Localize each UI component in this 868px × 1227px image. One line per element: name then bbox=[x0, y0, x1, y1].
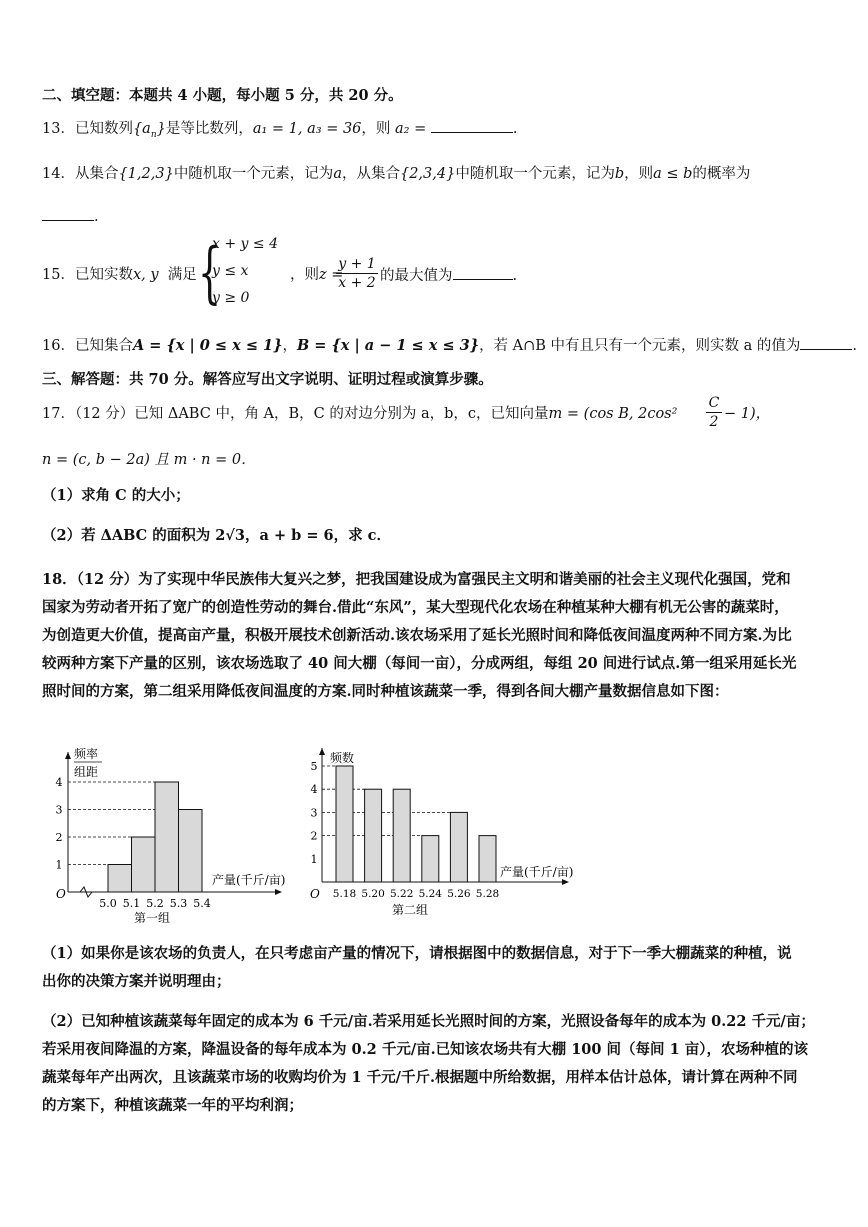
frequency-bar bbox=[393, 789, 410, 882]
q15-row-1: x + y ≤ 4 bbox=[212, 236, 278, 252]
histogram-bar bbox=[132, 837, 156, 892]
y-axis-label: 频数 bbox=[330, 751, 355, 765]
y-tick-label: 2 bbox=[55, 831, 63, 844]
y-tick-label: 5 bbox=[310, 760, 318, 773]
q18-part-1: （1）如果你是该农场的负责人，在只考虑亩产量的情况下，请根据图中的数据信息，对于下一季大棚蔬菜的种植，说 出你的决策方案并说明理由； bbox=[42, 945, 792, 990]
y-tick-label: 2 bbox=[310, 829, 318, 843]
x-tick-label: 5.20 bbox=[361, 888, 385, 900]
y-tick-label: 4 bbox=[310, 783, 318, 797]
frequency-bar bbox=[336, 766, 353, 882]
q13-condition: a₁ = 1, a₃ = 36 bbox=[252, 121, 362, 137]
q13-text-b: 是等比数列， bbox=[165, 121, 253, 137]
section3-title: 三、解答题：共 70 分。解答应写出文字说明、证明过程或演算步骤。 bbox=[42, 371, 493, 388]
x-tick-label: 5.2 bbox=[146, 897, 164, 910]
x-axis-label: 产量(千斤/亩) bbox=[212, 873, 286, 887]
histogram-bar bbox=[155, 782, 179, 892]
q13-seq: $\{a_n\}$ bbox=[132, 121, 166, 140]
q17-m-vector: m = (cos B, 2cos² bbox=[548, 406, 678, 422]
q14-answer-blank[interactable] bbox=[42, 206, 94, 221]
q13-text-a: 已知数列 bbox=[74, 121, 133, 137]
x-axis-label: 产量(千斤/亩) bbox=[500, 865, 574, 879]
q14-answer-line: . bbox=[42, 206, 838, 227]
x-tick-label: 5.26 bbox=[447, 888, 471, 900]
q15-row-2: y ≤ x bbox=[212, 263, 249, 279]
chart-group2-bar bbox=[300, 740, 590, 925]
question-16: 16．已知集合A = {x | 0 ≤ x ≤ 1}，B = {x | a − 1 ≤ x ≤ 3}，若 A∩B 中有且只有一个元素，则实数 a 的值为 . bbox=[42, 337, 858, 354]
q17-part-2: （2）若 ΔABC 的面积为 2√3，a + b = 6，求 c． bbox=[42, 527, 391, 544]
q15-inequality-system: { x + y ≤ 4 y ≤ x y ≥ 0 bbox=[198, 234, 278, 311]
q15-vars: x, y bbox=[132, 267, 159, 283]
chart-title: 第二组 bbox=[391, 903, 429, 917]
q15-fraction: $\frac{y + 1}{x + 2}$ bbox=[336, 255, 378, 292]
q17-m-tail: − 1)， bbox=[724, 406, 771, 422]
x-tick-label: 5.4 bbox=[193, 897, 211, 910]
y-label-top: 频率 bbox=[74, 747, 99, 761]
x-tick-label: 5.22 bbox=[390, 888, 414, 900]
x-tick-label: 5.3 bbox=[169, 897, 188, 910]
question-15-prefix: 15．已知实数x, y 满足 bbox=[42, 267, 197, 283]
x-tick-label: 5.0 bbox=[99, 897, 117, 910]
frequency-bar bbox=[365, 789, 382, 882]
q15-answer-blank[interactable] bbox=[453, 265, 513, 280]
question-18-intro: 18．（12 分）为了实现中华民族伟大复兴之梦，把我国建设成为富强民主文明和谐美丽的社会主义现代化强国，党和 国家为劳动者开拓了宽广的创造性劳动的舞台.借此“东风”，某大型现代化农场在种植某种大棚有机无公害的蔬菜时， 为创造更大价值，提高亩产量，积极开展技术创新活动.该农场采用了延长光照时间和降低夜间温度两种不同方案.为比 较两种方案下产量的区别，该农场选取了 40 间大棚（每间一亩），分成两组，每组 20 间进行试点.第一组采用延长光 照时间的方案，第二组采用降低夜间温度的方案.同时种植该蔬菜一季，得到各间大棚产量数据信息如下图： bbox=[42, 571, 797, 700]
section2-title: 二、填空题：本题共 4 小题，每小题 5 分，共 20 分。 bbox=[42, 87, 403, 104]
frequency-bar bbox=[479, 836, 496, 882]
question-14: 14．从集合{1,2,3}中随机取一个元素，记为a，从集合{2,3,4}中随机取一个元素，记为b，则a ≤ b的概率为 bbox=[42, 166, 751, 182]
x-tick-label: 5.24 bbox=[418, 888, 442, 900]
q15-row-3: y ≥ 0 bbox=[212, 290, 250, 306]
x-axis-arrow bbox=[562, 879, 569, 885]
origin-label: O bbox=[56, 887, 66, 901]
question-13: 13．已知数列$\{a_n\}$是等比数列，a₁ = 1, a₃ = 36，则 a₂ = . bbox=[42, 118, 838, 145]
x-tick-label: 5.18 bbox=[332, 888, 357, 900]
q13-text-c: ，则 bbox=[361, 121, 391, 137]
q17-fraction: $\frac{C}{2}$ bbox=[706, 394, 722, 431]
q17-part-1: （1）求角 C 的大小； bbox=[42, 487, 190, 504]
origin-label: O bbox=[310, 887, 320, 901]
y-label-bottom: 组距 bbox=[74, 765, 99, 779]
q18-part-2: （2）已知种植该蔬菜每年固定的成本为 6 千元/亩.若采用延长光照时间的方案，光照设备每年的成本为 0.22 千元/亩； 若采用夜间降温的方案，降温设备的每年成本为 0.2 千元/亩.已知该农场共有大棚 100 间（每间 1 亩），农场种植的该 蔬菜每年产出两次，且该蔬菜市场的收购均价为 1 千元/千斤.根据题中所给数据，用样本估计总体，请计算在两种不同 的方案下，种植该蔬菜一年的平均利润； bbox=[42, 1013, 815, 1114]
question-17-head: 17．（12 分）已知 ΔABC 中，角 A，B，C 的对边分别为 a，b，c，已知向量m = (cos B, 2cos² bbox=[42, 406, 678, 422]
frequency-bar bbox=[422, 836, 439, 882]
question-15-suffix: ，则z = bbox=[290, 267, 344, 283]
x-tick-label: 5.1 bbox=[122, 897, 141, 910]
q16-set-b: B = {x | a − 1 ≤ x ≤ 3} bbox=[296, 337, 480, 354]
y-tick-label: 1 bbox=[310, 852, 318, 866]
question-15-tail: 的最大值为 . bbox=[380, 265, 517, 286]
x-tick-label: 5.28 bbox=[475, 888, 500, 900]
y-tick-label: 4 bbox=[55, 776, 63, 789]
q16-set-a: A = {x | 0 ≤ x ≤ 1} bbox=[132, 337, 283, 354]
q17-n-line: n = (c, b − 2a) 且 m · n = 0． bbox=[42, 452, 256, 468]
y-tick-label: 3 bbox=[55, 803, 63, 817]
x-axis-arrow bbox=[275, 889, 282, 895]
q14-set2: {2,3,4} bbox=[399, 166, 456, 182]
y-axis-arrow bbox=[65, 752, 71, 759]
y-tick-label: 1 bbox=[55, 858, 63, 872]
y-tick-label: 3 bbox=[310, 806, 318, 820]
histogram-bar bbox=[179, 810, 203, 893]
chart-group1-histogram bbox=[40, 740, 300, 925]
q13-target: a₂ = bbox=[395, 121, 427, 137]
y-axis-arrow bbox=[319, 748, 325, 755]
chart-title: 第一组 bbox=[133, 911, 171, 925]
q16-answer-blank[interactable] bbox=[800, 335, 852, 350]
q13-answer-blank[interactable] bbox=[431, 118, 513, 133]
q13-number: 13． bbox=[42, 121, 75, 137]
frequency-bar bbox=[450, 812, 467, 882]
q14-set1: {1,2,3} bbox=[118, 166, 174, 182]
histogram-bar bbox=[108, 865, 132, 893]
